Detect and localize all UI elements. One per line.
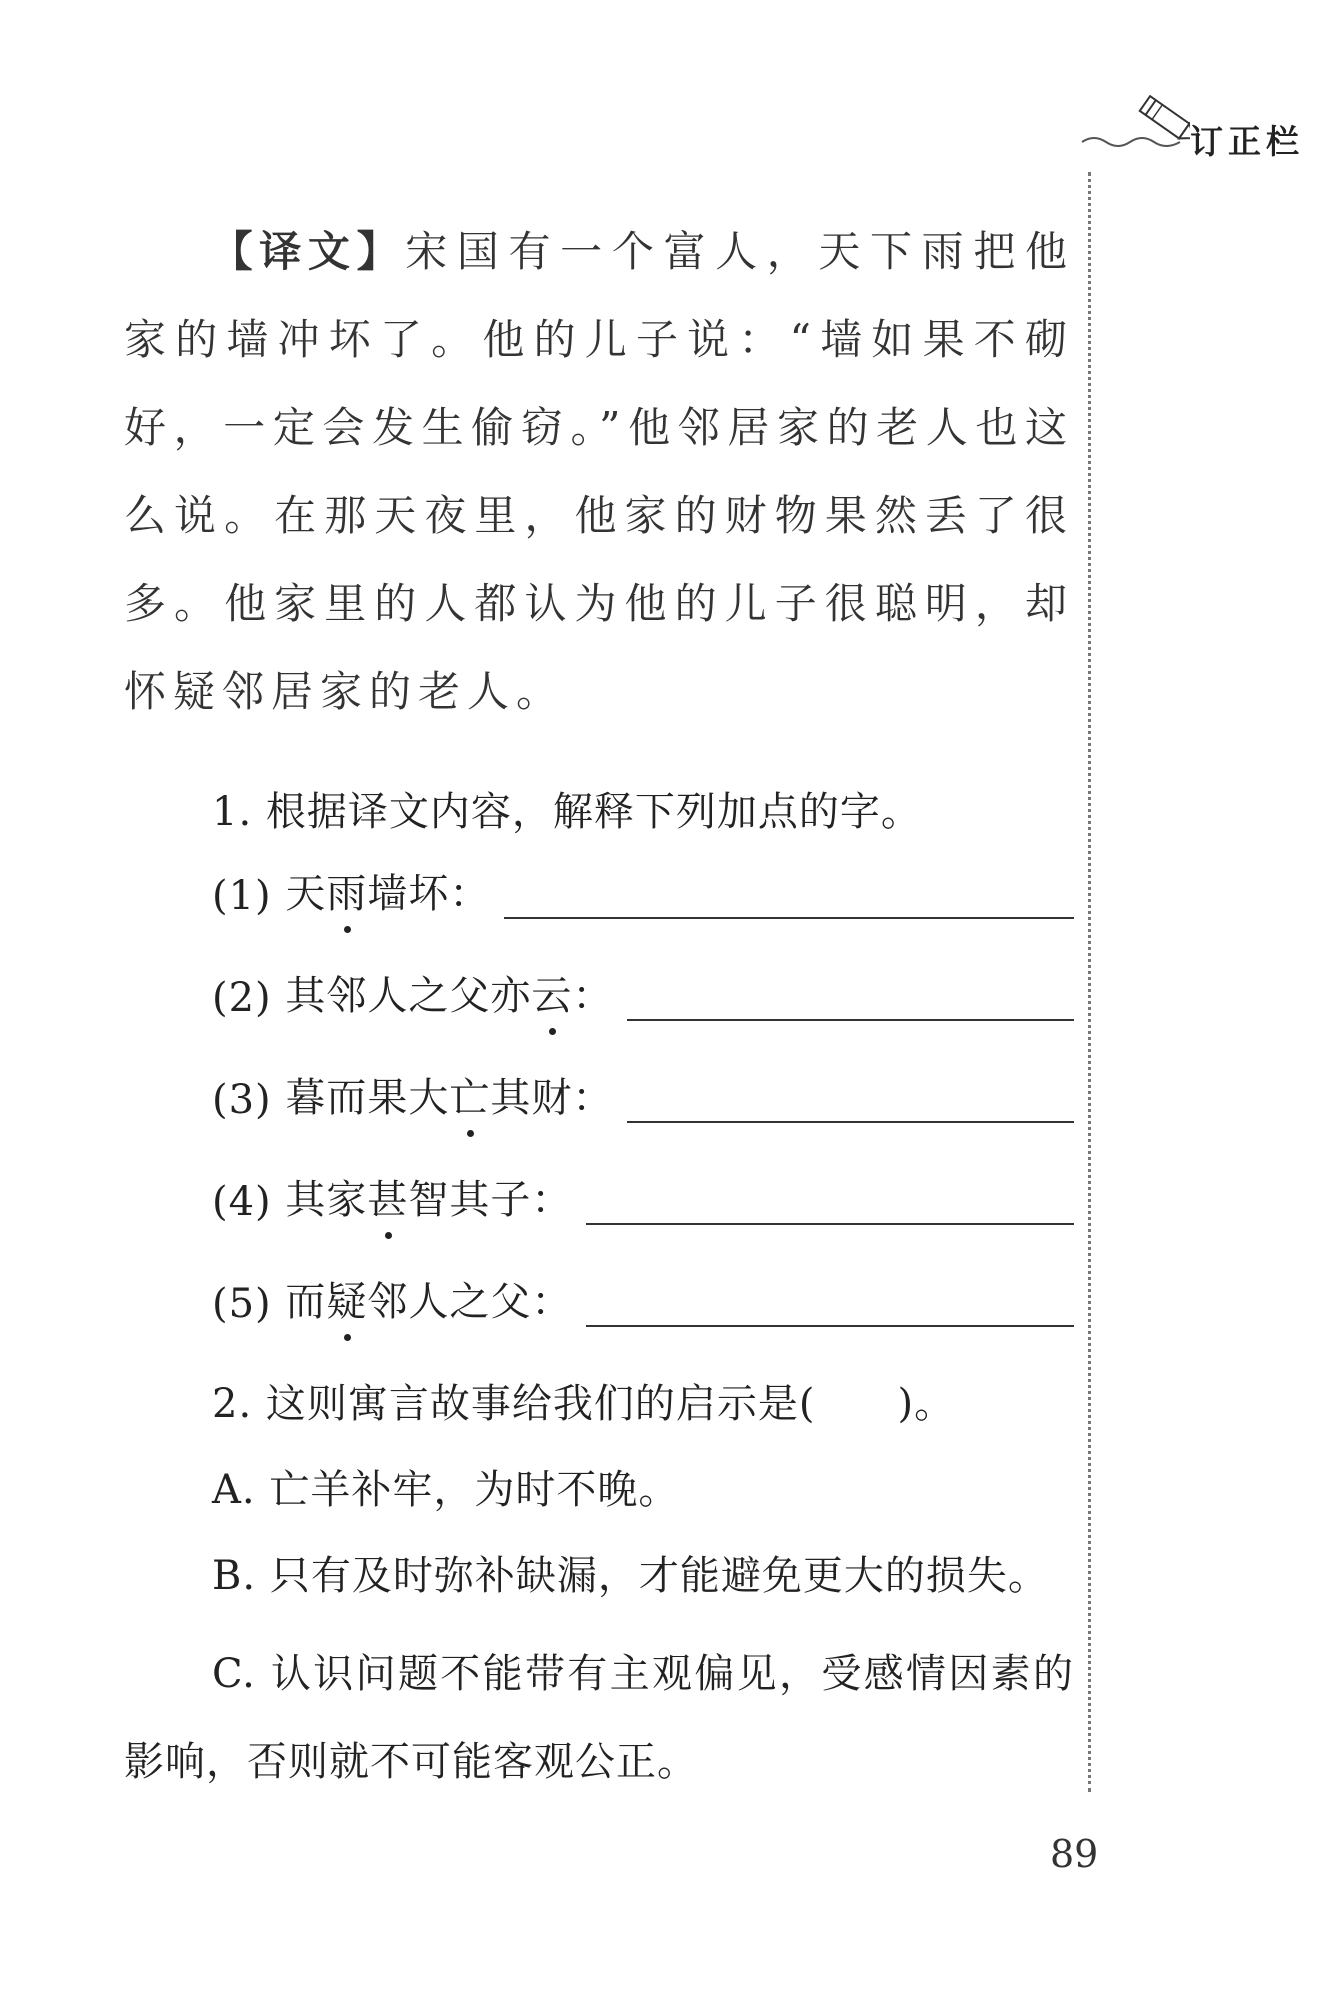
question-1-item — [124, 964, 1074, 1021]
item-text-before: 暮而果大 — [285, 1075, 450, 1121]
item-text-after: ： — [572, 973, 614, 1019]
question-1-item — [124, 1270, 1074, 1327]
dotted-character: 雨 — [326, 862, 367, 919]
question-1-item — [124, 1168, 1074, 1225]
question-1-item — [124, 1066, 1074, 1123]
item-text-before: 天 — [285, 871, 327, 917]
question-1-prompt: 1. 根据译文内容，解释下列加点的字。 — [212, 789, 922, 835]
dotted-character: 亡 — [449, 1066, 490, 1123]
dotted-character: 疑 — [326, 1270, 367, 1327]
correction-column-divider — [1088, 172, 1091, 1792]
answer-blank[interactable] — [586, 1185, 1074, 1225]
item-text-after: 邻人之父： — [367, 1279, 573, 1325]
item-number: (4) — [212, 1179, 272, 1225]
item-text-after: 智其子： — [408, 1177, 573, 1223]
answer-blank[interactable] — [586, 1287, 1074, 1327]
item-text-after: 墙坏： — [367, 871, 491, 917]
translation-label: 【译文】 — [208, 227, 406, 276]
item-number: (5) — [212, 1281, 272, 1327]
option-c[interactable]: C. 认识问题不能带有主观偏见，受感情因素的影响，否则就不可能客观公正。 — [124, 1651, 1074, 1785]
option-a[interactable]: A. 亡羊补牢，为时不晚。 — [212, 1467, 680, 1513]
dotted-character: 云 — [531, 964, 572, 1021]
pen-icon — [1080, 94, 1190, 164]
page-number: 89 — [1050, 1832, 1099, 1876]
question-1-item — [124, 862, 1074, 919]
translation-text: 宋国有一个富人，天下雨把他家的墙冲坏了。他的儿子说：“墙如果不砌好，一定会发生偷窃。”他邻居家的老人也这么说。在那天夜里，他家的财物果然丢了很多。他家里的人都认为他的儿子很聪明，却怀疑邻居家的老人。 — [124, 227, 1074, 716]
answer-blank[interactable] — [627, 981, 1074, 1021]
item-number: (1) — [212, 873, 272, 919]
item-text-before: 其家 — [285, 1177, 368, 1223]
item-text-before: 其邻人之父亦 — [285, 973, 532, 1019]
answer-blank[interactable] — [627, 1083, 1074, 1123]
sidebar-title: 订正栏 — [1190, 122, 1304, 161]
dotted-character: 甚 — [367, 1168, 408, 1225]
answer-blank[interactable] — [504, 879, 1074, 919]
item-text-after: 其财： — [490, 1075, 614, 1121]
option-b[interactable]: B. 只有及时弥补缺漏，才能避免更大的损失。 — [212, 1553, 1049, 1599]
item-number: (3) — [212, 1077, 272, 1123]
translation-paragraph — [124, 208, 1074, 736]
correction-column-header — [1080, 94, 1330, 164]
item-number: (2) — [212, 975, 272, 1021]
question-2-prompt: 2. 这则寓言故事给我们的启示是( )。 — [212, 1381, 956, 1427]
item-text-before: 而 — [285, 1279, 327, 1325]
